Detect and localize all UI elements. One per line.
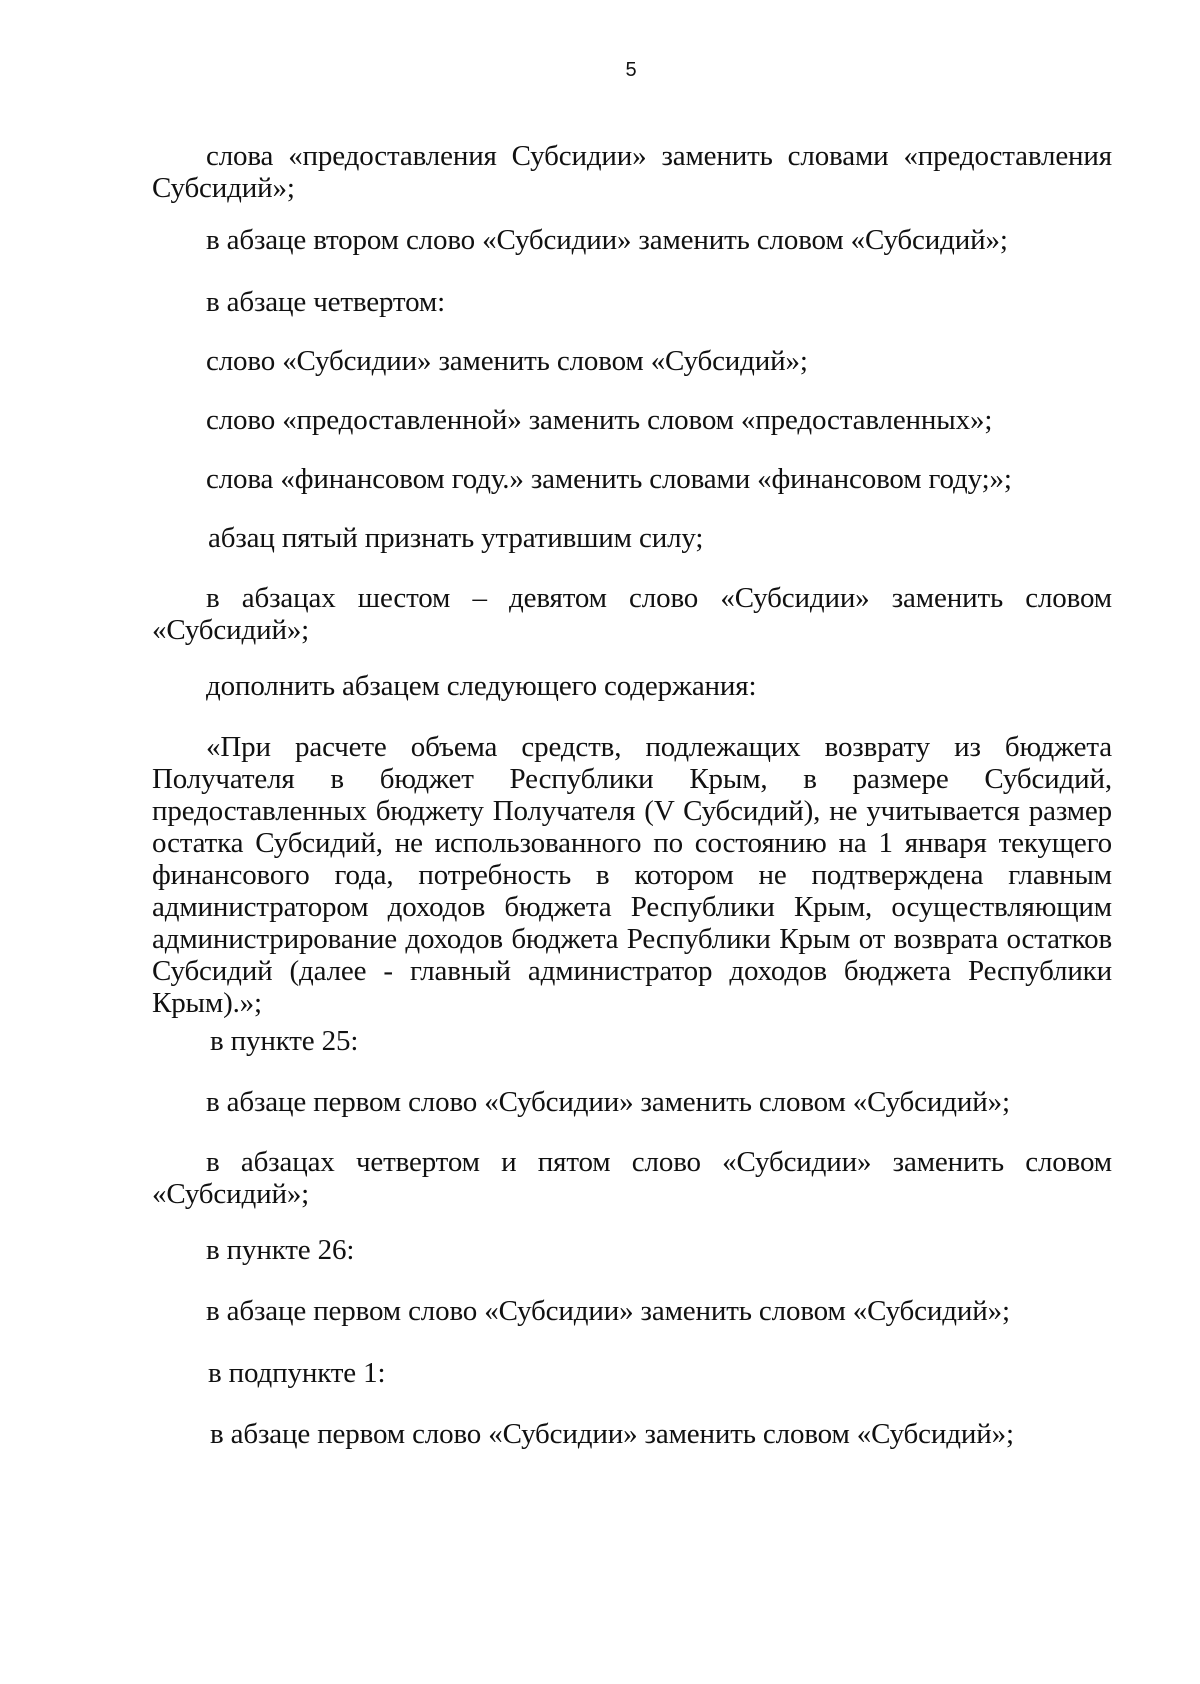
paragraph-12: в абзаце первом слово «Субсидии» заменить словом «Субсидий»; [206,1086,1010,1118]
paragraph-4: слово «Субсидии» заменить словом «Субсидий»; [206,345,808,377]
paragraph-9: дополнить абзацем следующего содержания: [206,670,757,702]
page-number: 5 [625,59,637,81]
paragraph-8: в абзацах шестом – девятом слово «Субсидии» заменить словом «Субсидий»; [152,582,1112,646]
paragraph-16: в подпункте 1: [208,1357,386,1389]
paragraph-5: слово «предоставленной» заменить словом «предоставленных»; [206,404,993,436]
paragraph-15: в абзаце первом слово «Субсидии» заменить словом «Субсидий»; [206,1295,1010,1327]
paragraph-11: в пункте 25: [210,1025,359,1057]
paragraph-14: в пункте 26: [206,1234,355,1266]
paragraph-6: слова «финансовом году.» заменить словами «финансовом году;»; [206,463,1012,495]
paragraph-3: в абзаце четвертом: [206,286,445,318]
paragraph-17: в абзаце первом слово «Субсидии» заменить словом «Субсидий»; [210,1418,1014,1450]
paragraph-2: в абзаце втором слово «Субсидии» заменить словом «Субсидий»; [206,224,1008,256]
paragraph-7: абзац пятый признать утратившим силу; [208,522,704,554]
paragraph-13: в абзацах четвертом и пятом слово «Субсидии» заменить словом «Субсидий»; [152,1146,1112,1210]
paragraph-10: «При расчете объема средств, подлежащих возврату из бюджета Получателя в бюджет Республики Крым, в размере Субсидий, предоставленных бюджету Получателя (V Субсидий), не учитывается размер остатка Субсидий, не использованного по состоянию на 1 января текущего финансового года, потребность в котором не подтверждена главным администратором доходов бюджета Республики Крым, осуществляющим администрирование доходов бюджета Республики Крым от возврата остатков Субсидий (далее - главный администратор доходов бюджета Республики Крым).»; [152,731,1112,1019]
paragraph-1: слова «предоставления Субсидии» заменить словами «предоставления Субсидий»; [152,140,1112,204]
